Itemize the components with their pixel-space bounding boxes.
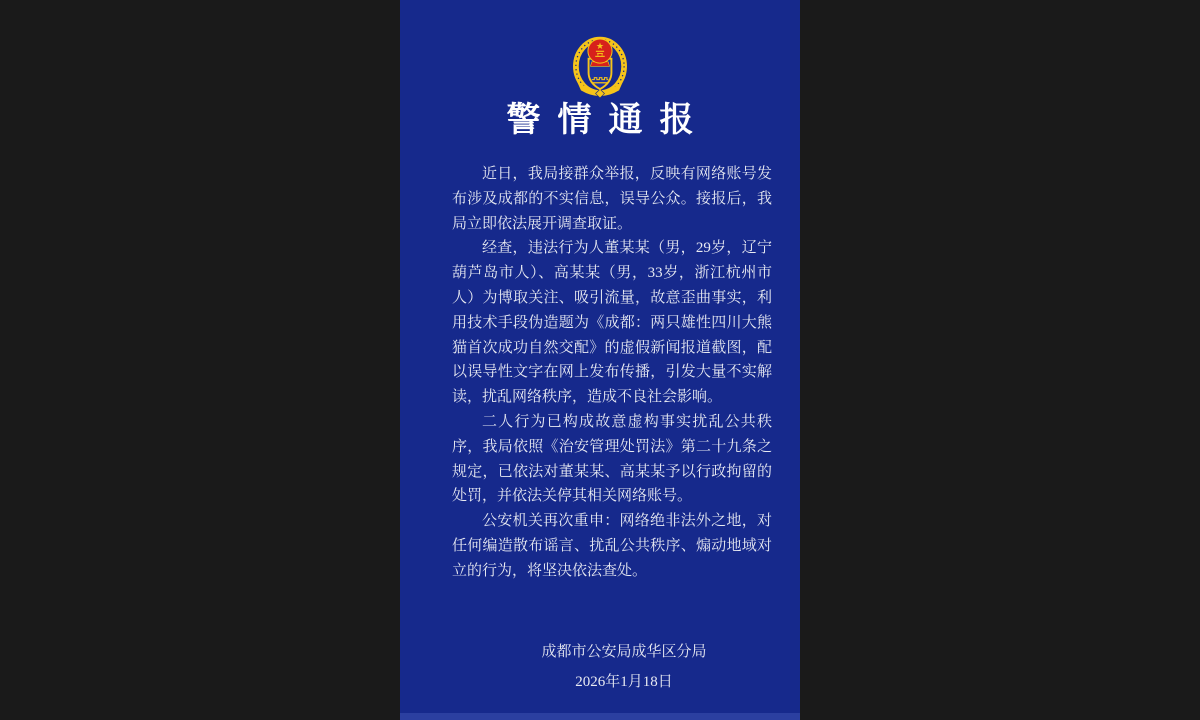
notice-paragraph-2: 经查，违法行为人董某某（男，29岁，辽宁葫芦岛市人）、高某某（男，33岁，浙江杭州市人）为博取关注、吸引流量，故意歪曲事实，利用技术手段伪造题为《成都：两只雄性四川大熊猫首次成功自然交配》的虚假新闻报道截图，配以误导性文字在网上发布传播，引发大量不实解读，扰乱网络秩序，造成不良社会影响。 (452, 240, 772, 406)
notice-paragraph-1: 近日，我局接群众举报，反映有网络账号发布涉及成都的不实信息，误导公众。接报后，我局立即依法展开调查取证。 (452, 166, 772, 232)
notice-body (452, 162, 772, 584)
issuing-authority: 成都市公安局成华区分局 (541, 643, 707, 660)
bottom-edge-strip (400, 713, 800, 720)
signature-block (424, 640, 824, 694)
police-emblem (568, 32, 632, 98)
notice-paragraph-3: 二人行为已构成故意虚构事实扰乱公共秩序，我局依照《治安管理处罚法》第二十九条之规定，已依法对董某某、高某某予以行政拘留的处罚，并依法关停其相关网络账号。 (452, 413, 772, 505)
police-notice-panel (400, 0, 800, 720)
issue-date: 2026年1月18日 (575, 673, 673, 690)
notice-paragraph-4: 公安机关再次重申：网络绝非法外之地，对任何编造散布谣言、扰乱公共秩序、煽动地域对立的行为，将坚决依法查处。 (452, 513, 772, 579)
police-badge-icon (568, 32, 632, 98)
notice-title: 警情通报 (506, 102, 711, 139)
